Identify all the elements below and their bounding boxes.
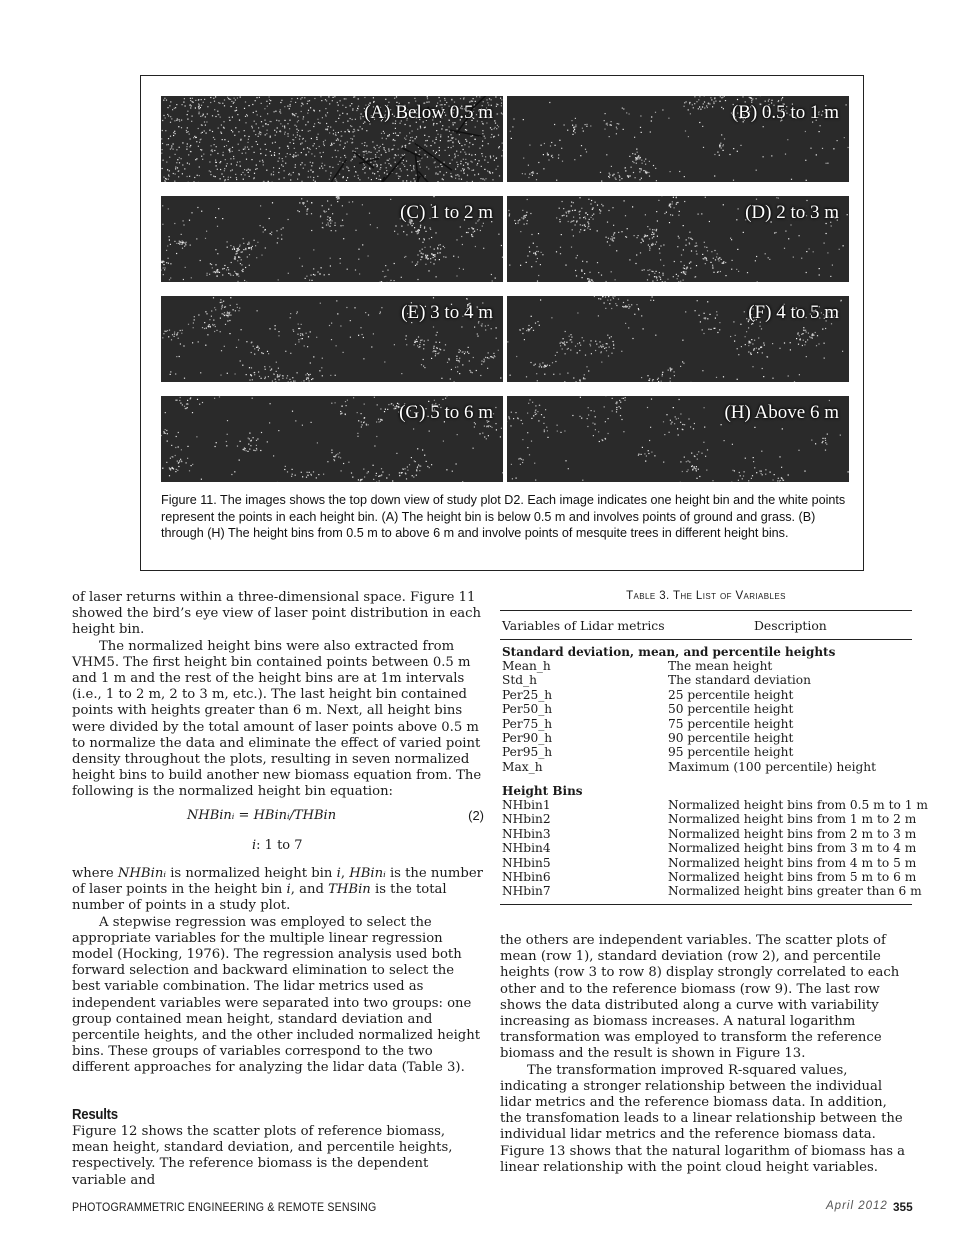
table-cell-variable: Per75_h [502,716,553,731]
panel-d [507,196,849,282]
panel-g-label: (G) 5 to 6 m [399,402,493,423]
paragraph-3 [72,866,484,915]
panel-a [161,96,503,182]
table-row [500,673,912,687]
panel-f [507,296,849,382]
table-header-variables: Variables of Lidar metrics [502,618,665,633]
table-cell-description: Normalized height bins from 3 m to 4 m [668,841,917,856]
table-cell-description: 95 percentile height [668,745,794,760]
right-column [500,933,912,1176]
table-cell-description: Maximum (100 percentile) height [668,759,877,774]
left-column-bottom [72,866,484,1077]
equation-number: (2) [468,808,484,823]
left-column-top [72,590,484,801]
table-cell-description: The standard deviation [668,673,811,688]
table-row [500,841,917,856]
table-cell-description: The mean height [668,659,773,673]
table-bottom-rule [500,904,912,905]
figure-11 [140,75,864,571]
p3-text-d: is the number of laser points in the height bin [72,866,483,898]
footer-page-number: 355 [893,1200,913,1214]
table-row [500,702,912,716]
table-cell-variable: Max_h [502,759,543,774]
p3-text-f: is the total number of points in a study plot. [72,882,447,914]
paragraph-2-start: The normalized height bins were also extracted from [99,638,455,654]
paragraph-1: of laser returns within a three-dimensional space. Figure 11 showed the bird’s eye view of laser point distribution in each height bin. [72,590,481,638]
table-row [500,745,912,759]
table-cell-description: 75 percentile height [668,716,794,731]
table-cell-variable: NHbin7 [502,884,551,899]
figure-caption: Figure 11. The images shows the top down view of study plot D2. Each image indicates one height bin and the white points represent the points in each height bin. (A) The height bin is below 0.5 m and involves points of ground and grass. (B) through (H) The height bins from 0.5 m to above 6 m and involve points of mesquite trees in different height bins. [161,493,846,540]
p3-text-e: , and [290,882,329,898]
table-section-height-bins: Height Bins [502,784,583,798]
p3-var-hbin: HBinᵢ [349,866,386,881]
panel-h-label: (H) Above 6 m [724,402,839,423]
p3-var-thbin: THBin [328,882,371,898]
vhm5-term: VHM5 [72,654,115,670]
table-cell-description: Normalized height bins from 4 m to 5 m [668,855,917,870]
panel-e-label: (E) 3 to 4 m [401,302,493,323]
p3-text-c: , [340,866,350,881]
p3-text-b: is normalized height bin [166,866,337,881]
right-paragraph-2: The transformation improved R-squared values, indicating a stronger relationship between the individual lidar metrics and the reference biomass data. In addition, the transfomation leads to a linear relationship between the individual lidar metrics and the reference biomass data. Figure 13 shows that the natural logarithm of biomass has a linear relationship with the point cloud height variables. [500,1062,906,1175]
table-row [500,688,912,702]
equation-range [252,838,303,853]
table-cell-variable: NHbin6 [502,870,551,884]
table-row [500,870,917,884]
paragraph-2 [72,639,484,801]
panel-e [161,296,503,382]
table-cell-variable: NHbin1 [502,798,551,812]
table-cell-variable: Std_h [502,673,537,688]
p3-var-i: i [336,866,341,881]
table-row [500,826,917,841]
table-cell-variable: Per90_h [502,731,553,745]
table-cell-description: 90 percentile height [668,731,794,745]
equation-range-text: : 1 to 7 [256,838,303,853]
table-row [500,884,922,899]
paragraph-2-body: . The first height bin contained points between 0.5 m and 1 m and the rest of the height bins are at 1m intervals (i.e., 1 to 2 m, 2 to 3 m, etc.). The last height bin contained points with heights greater than 6 m. Next, all height bins were divided by the total amount of laser points above 0.5 m to normalize the data and eliminate the effect of varied point density throughout the plots, resulting in seven normalized height bins to build another new biomass equation from. The following is the normalized height bin equation: [72,654,482,800]
paragraph-4: A stepwise regression was employed to select the appropriate variables for the multiple linear regression model (Hocking, 1976). The regression analysis used both forward selection and backward elimination to select the best variable combination. The lidar metrics used as independent variables were separated into two groups: one group contained mean height, standard deviation and percentile heights, and the other included normalized height bins. These groups of variables correspond to the two different approaches for analyzing the lidar data (Table 3). [72,914,481,1076]
table-cell-variable: NHbin5 [502,855,551,870]
panel-d-label: (D) 2 to 3 m [745,202,839,223]
table-header-rule [500,639,912,640]
table-top-rule [500,610,912,611]
table-row [500,731,912,745]
table-cell-description: Normalized height bins from 5 m to 6 m [668,870,917,884]
table-row [500,798,928,812]
table-cell-description: Normalized height bins from 2 m to 3 m [668,826,917,841]
equation-range-var: i [252,838,257,853]
p3-text-a: where [72,866,118,881]
table-row [500,659,912,673]
footer-date: April 2012 [826,1200,888,1212]
table-cell-description: Normalized height bins from 1 m to 2 m [668,812,917,827]
table-header-description: Description [754,618,827,633]
table-row [500,812,917,827]
panel-a-label: (A) Below 0.5 m [364,102,493,123]
table-cell-variable: NHbin2 [502,812,551,827]
results-heading: Results [72,1106,118,1123]
panel-h [507,396,849,482]
table-row [500,760,912,774]
table-cell-description: 25 percentile height [668,687,794,702]
table-cell-variable: NHbin3 [502,826,551,841]
footer-journal: PHOTOGRAMMETRIC ENGINEERING & REMOTE SENSING [72,1200,377,1214]
table-section-standard: Standard deviation, mean, and percentile heights [502,645,836,659]
table-cell-description: 50 percentile height [668,702,794,717]
table-cell-variable: Per95_h [502,745,553,760]
table-cell-variable: NHbin4 [502,841,551,856]
panel-g [161,396,503,482]
panel-b-label: (B) 0.5 to 1 m [731,102,839,123]
results-paragraph-container [72,1124,484,1189]
equation-formula: NHBinᵢ = HBinᵢ/THBin [187,808,337,823]
table-cell-description: Normalized height bins from 0.5 m to 1 m [668,798,928,812]
right-paragraph-1: the others are independent variables. The scatter plots of mean (row 1), standard deviation (row 2), and percentile heights (row 3 to row 8) display strongly correlated to each other and to the reference biomass (row 9). The last row shows the data distributed along a curve with variability increasing as biomass increases. A natural logarithm transformation was employed to transform the reference biomass and the result is shown in Figure 13. [500,933,900,1062]
panel-f-label: (F) 4 to 5 m [748,302,839,323]
table-cell-variable: Per50_h [502,702,553,717]
table-row [500,855,917,870]
p3-var-i2: i [286,882,291,898]
panel-b [507,96,849,182]
table-cell-variable: Mean_h [502,659,551,673]
p3-var-nhbin: NHBinᵢ [117,866,166,881]
table-cell-variable: Per25_h [502,687,553,702]
table-row [500,717,912,731]
table-title: Table 3. The List of Variables [626,590,786,602]
results-paragraph: Figure 12 shows the scatter plots of reference biomass, mean height, standard deviation, and percentile heights, respectively. The reference biomass is the dependent variable and [72,1124,453,1188]
panel-c-label: (C) 1 to 2 m [400,202,493,223]
panel-c [161,196,503,282]
table-cell-description: Normalized height bins greater than 6 m [668,884,922,899]
